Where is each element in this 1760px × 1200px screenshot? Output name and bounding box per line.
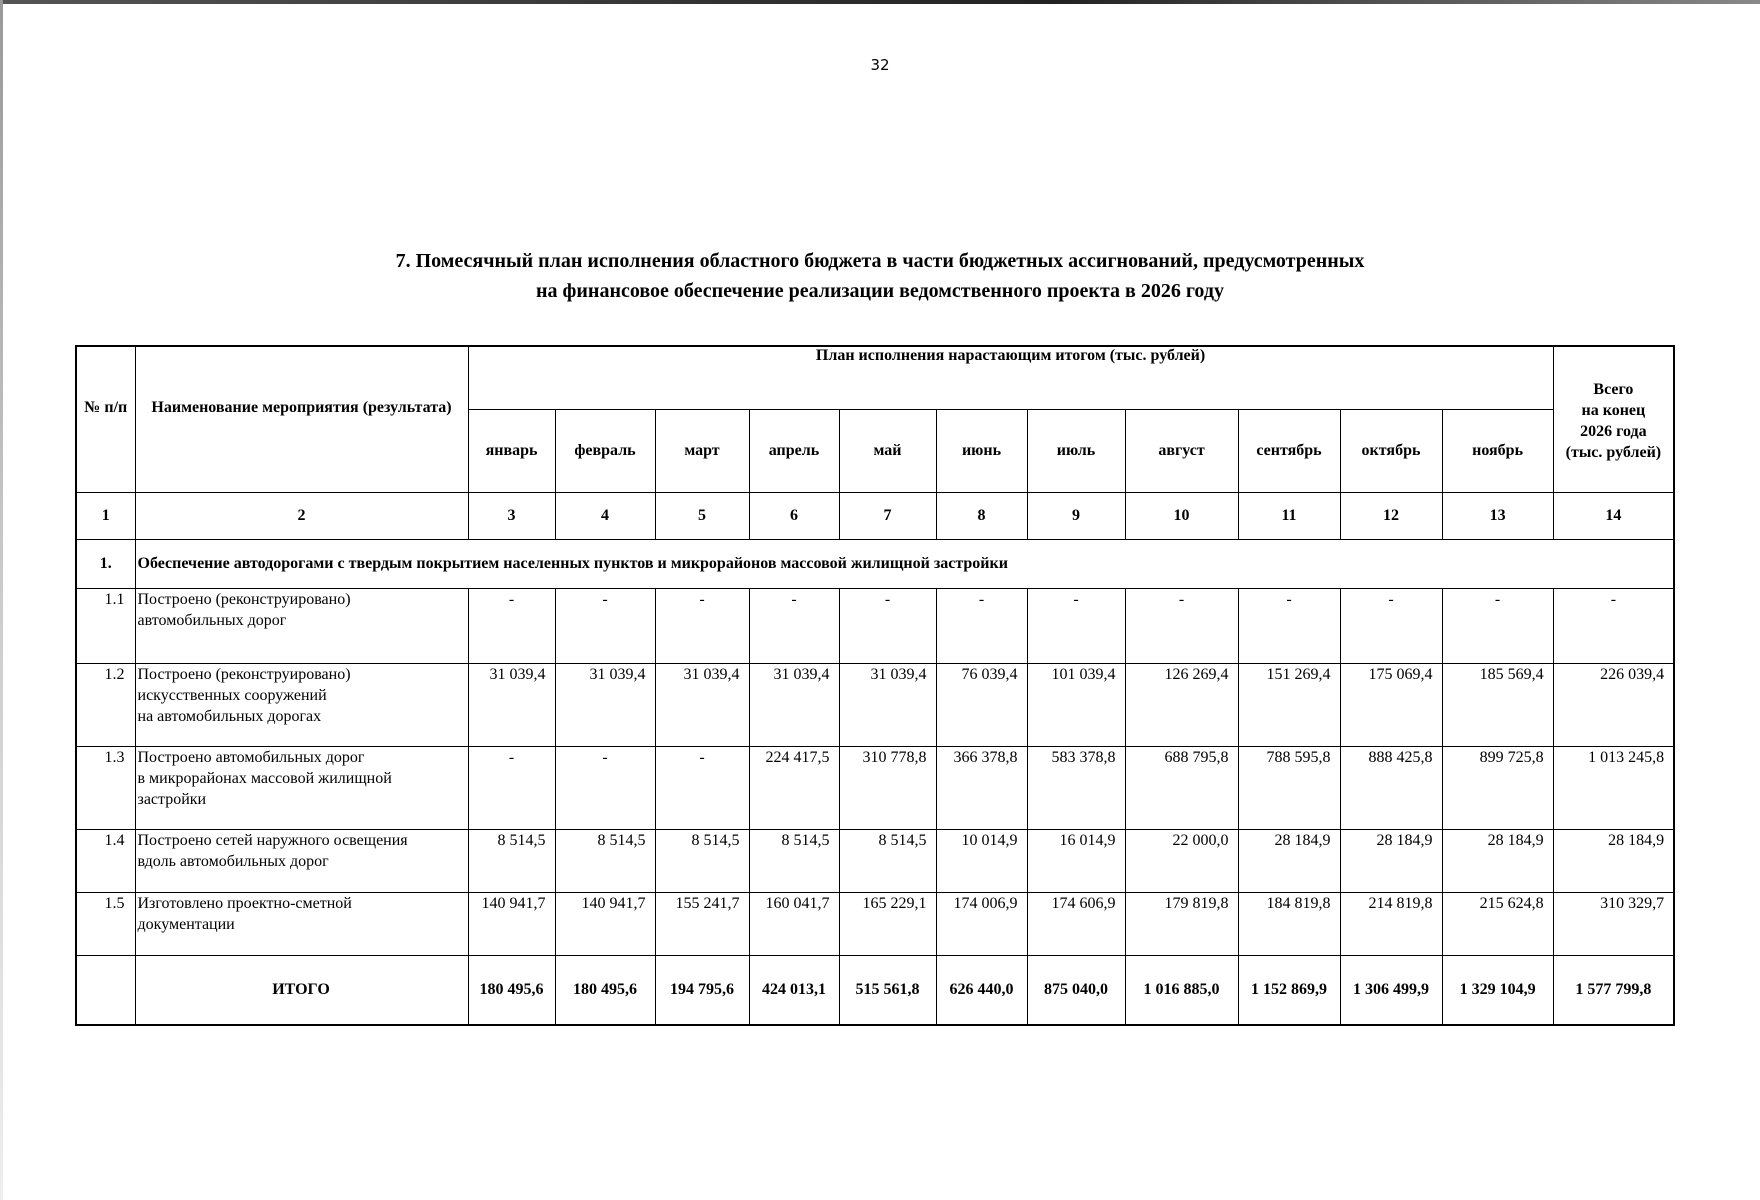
row-value: - — [468, 747, 555, 830]
row-value: - — [1553, 589, 1674, 664]
header-month: апрель — [749, 410, 839, 493]
header-month: октябрь — [1340, 410, 1442, 493]
column-index: 1 — [76, 493, 135, 540]
row-value: 788 595,8 — [1238, 747, 1340, 830]
header-name: Наименование мероприятия (результата) — [135, 346, 468, 493]
row-num: 1.2 — [76, 664, 135, 747]
title-line-1: 7. Помесячный план исполнения областного бюджета в части бюджетных ассигнований, предусмотренных — [395, 250, 1365, 272]
row-name-line: на автомобильных дорогах — [137, 708, 322, 725]
total-value: 875 040,0 — [1027, 956, 1125, 1026]
row-value: 310 778,8 — [839, 747, 936, 830]
row-value: 1 013 245,8 — [1553, 747, 1674, 830]
row-value: 76 039,4 — [936, 664, 1027, 747]
row-value: 174 606,9 — [1027, 893, 1125, 956]
column-index: 7 — [839, 493, 936, 540]
row-value: 226 039,4 — [1553, 664, 1674, 747]
total-label: ИТОГО — [135, 956, 468, 1026]
row-value: 28 184,9 — [1553, 830, 1674, 893]
total-num-cell — [76, 956, 135, 1026]
row-value: 8 514,5 — [749, 830, 839, 893]
row-name-line: искусственных сооружений — [137, 687, 327, 704]
row-value: - — [655, 589, 749, 664]
section-title: Обеспечение автодорогами с твердым покрытием населенных пунктов и микрорайонов массовой жилищной застройки — [135, 540, 1674, 589]
row-value: 101 039,4 — [1027, 664, 1125, 747]
row-name-line: Построено сетей наружного освещения — [137, 832, 408, 849]
row-value: 31 039,4 — [839, 664, 936, 747]
header-month: февраль — [555, 410, 655, 493]
row-value: 214 819,8 — [1340, 893, 1442, 956]
column-index: 2 — [135, 493, 468, 540]
row-value: - — [1125, 589, 1238, 664]
row-value: 16 014,9 — [1027, 830, 1125, 893]
total-value: 194 795,6 — [655, 956, 749, 1026]
row-name — [135, 589, 468, 664]
header-row-1 — [76, 346, 1674, 410]
row-value: - — [936, 589, 1027, 664]
row-value: 366 378,8 — [936, 747, 1027, 830]
total-value: 1 577 799,8 — [1553, 956, 1674, 1026]
row-value: 310 329,7 — [1553, 893, 1674, 956]
row-value: - — [468, 589, 555, 664]
data-rows — [76, 589, 1674, 956]
total-value: 180 495,6 — [555, 956, 655, 1026]
row-value: 140 941,7 — [468, 893, 555, 956]
row-value: 126 269,4 — [1125, 664, 1238, 747]
row-num: 1.1 — [76, 589, 135, 664]
row-num: 1.4 — [76, 830, 135, 893]
row-value: 151 269,4 — [1238, 664, 1340, 747]
header-num: № п/п — [76, 346, 135, 493]
table-row — [76, 589, 1674, 664]
row-value: - — [555, 589, 655, 664]
header-plan-group: План исполнения нарастающим итогом (тыс. рублей) — [468, 346, 1553, 410]
title-line-2: на финансовое обеспечение реализации ведомственного проекта в 2026 году — [536, 280, 1224, 302]
header-total-line-4: (тыс. рублей) — [1565, 444, 1662, 461]
row-name — [135, 830, 468, 893]
budget-plan-table — [75, 345, 1675, 1026]
row-value: - — [1340, 589, 1442, 664]
header-total — [1553, 346, 1674, 493]
row-value: - — [1027, 589, 1125, 664]
row-value: 224 417,5 — [749, 747, 839, 830]
row-name-line: автомобильных дорог — [137, 612, 287, 629]
header-month: март — [655, 410, 749, 493]
scan-top-edge — [0, 0, 1760, 4]
row-name-line: Построено (реконструировано) — [137, 666, 351, 683]
header-month: июнь — [936, 410, 1027, 493]
row-name-line: застройки — [137, 791, 207, 808]
header-total-line-1: Всего — [1593, 381, 1634, 398]
column-index: 11 — [1238, 493, 1340, 540]
row-value: - — [555, 747, 655, 830]
row-value: 899 725,8 — [1442, 747, 1553, 830]
column-index: 9 — [1027, 493, 1125, 540]
row-name-line: Изготовлено проектно-сметной — [137, 895, 352, 912]
row-name-line: Построено (реконструировано) — [137, 591, 351, 608]
column-index: 3 — [468, 493, 555, 540]
row-value: 185 569,4 — [1442, 664, 1553, 747]
column-index: 13 — [1442, 493, 1553, 540]
column-index: 5 — [655, 493, 749, 540]
row-name-line: вдоль автомобильных дорог — [137, 853, 329, 870]
total-value: 1 152 869,9 — [1238, 956, 1340, 1026]
row-value: 31 039,4 — [749, 664, 839, 747]
row-value: 28 184,9 — [1442, 830, 1553, 893]
row-value: 184 819,8 — [1238, 893, 1340, 956]
column-index: 12 — [1340, 493, 1442, 540]
row-value: 28 184,9 — [1238, 830, 1340, 893]
section-row — [76, 540, 1674, 589]
header-month: июль — [1027, 410, 1125, 493]
page-number: 32 — [870, 56, 890, 74]
row-value: 8 514,5 — [839, 830, 936, 893]
row-value: 31 039,4 — [468, 664, 555, 747]
row-name — [135, 893, 468, 956]
row-value: - — [655, 747, 749, 830]
column-index: 14 — [1553, 493, 1674, 540]
table-row — [76, 664, 1674, 747]
row-num: 1.3 — [76, 747, 135, 830]
row-value: 174 006,9 — [936, 893, 1027, 956]
table-row — [76, 747, 1674, 830]
row-name-line: документации — [137, 916, 235, 933]
scan-left-edge — [0, 0, 3, 1200]
row-name — [135, 664, 468, 747]
total-value: 1 329 104,9 — [1442, 956, 1553, 1026]
column-index: 10 — [1125, 493, 1238, 540]
total-value: 180 495,6 — [468, 956, 555, 1026]
total-row — [76, 956, 1674, 1026]
row-value: 165 229,1 — [839, 893, 936, 956]
row-value: - — [1238, 589, 1340, 664]
column-index-row — [76, 493, 1674, 540]
row-value: 22 000,0 — [1125, 830, 1238, 893]
header-month: ноябрь — [1442, 410, 1553, 493]
column-index: 8 — [936, 493, 1027, 540]
header-month: сентябрь — [1238, 410, 1340, 493]
column-index: 4 — [555, 493, 655, 540]
row-value: 8 514,5 — [655, 830, 749, 893]
total-value: 626 440,0 — [936, 956, 1027, 1026]
row-name — [135, 747, 468, 830]
row-value: 8 514,5 — [555, 830, 655, 893]
row-name-line: в микрорайонах массовой жилищной — [137, 770, 392, 787]
row-value: - — [1442, 589, 1553, 664]
header-total-line-3: 2026 года — [1580, 423, 1647, 440]
row-value: 31 039,4 — [555, 664, 655, 747]
header-month: май — [839, 410, 936, 493]
total-value: 515 561,8 — [839, 956, 936, 1026]
row-value: 8 514,5 — [468, 830, 555, 893]
table-row — [76, 830, 1674, 893]
table-row — [76, 893, 1674, 956]
header-month: август — [1125, 410, 1238, 493]
row-value: 31 039,4 — [655, 664, 749, 747]
total-value: 424 013,1 — [749, 956, 839, 1026]
row-value: 28 184,9 — [1340, 830, 1442, 893]
header-total-line-2: на конец — [1581, 402, 1646, 419]
row-value: 10 014,9 — [936, 830, 1027, 893]
total-value: 1 306 499,9 — [1340, 956, 1442, 1026]
header-month: январь — [468, 410, 555, 493]
row-num: 1.5 — [76, 893, 135, 956]
row-value: 140 941,7 — [555, 893, 655, 956]
row-value: - — [839, 589, 936, 664]
total-value: 1 016 885,0 — [1125, 956, 1238, 1026]
document-title — [180, 246, 1580, 306]
row-value: 155 241,7 — [655, 893, 749, 956]
row-value: 688 795,8 — [1125, 747, 1238, 830]
section-num: 1. — [76, 540, 135, 589]
row-value: 179 819,8 — [1125, 893, 1238, 956]
row-value: - — [749, 589, 839, 664]
row-value: 215 624,8 — [1442, 893, 1553, 956]
row-value: 888 425,8 — [1340, 747, 1442, 830]
column-index: 6 — [749, 493, 839, 540]
row-value: 160 041,7 — [749, 893, 839, 956]
row-name-line: Построено автомобильных дорог — [137, 749, 365, 766]
row-value: 583 378,8 — [1027, 747, 1125, 830]
row-value: 175 069,4 — [1340, 664, 1442, 747]
